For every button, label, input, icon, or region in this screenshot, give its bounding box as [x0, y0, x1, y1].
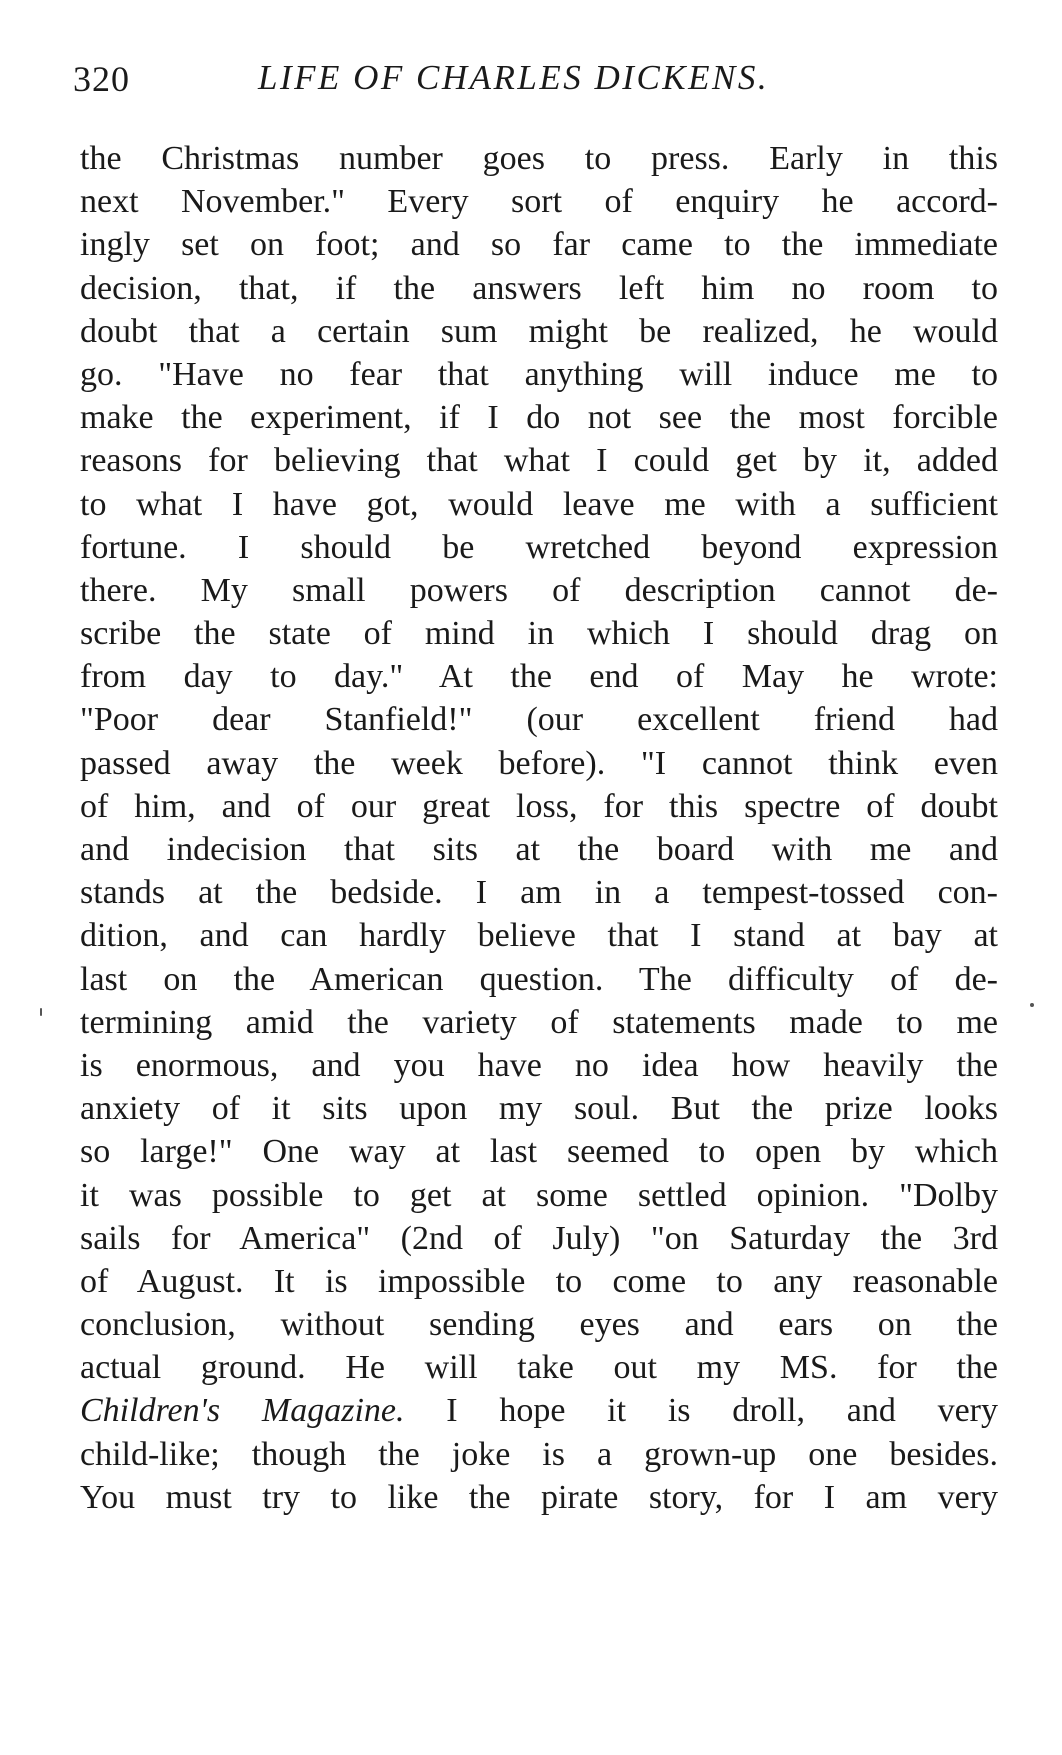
text-line: of him, and of our great loss, for this spectre of doubt — [80, 787, 998, 825]
text-line: it was possible to get at some settled opinion. "Dolby — [80, 1176, 998, 1214]
text-line: to what I have got, would leave me with a sufficient — [80, 485, 998, 523]
body-text — [80, 137, 998, 1519]
text-line: last on the American question. The difficulty of de- — [80, 960, 998, 998]
italic-title: Children's Magazine. — [80, 1392, 405, 1430]
text-line: is enormous, and you have no idea how heavily the — [80, 1046, 998, 1084]
text-line: there. My small powers of description cannot de- — [80, 571, 998, 609]
text-line: child-like; though the joke is a grown-up one besides. — [80, 1435, 998, 1473]
running-title: LIFE OF CHARLES DICKENS. — [258, 58, 770, 97]
print-speck — [40, 1008, 42, 1016]
text-line: actual ground. He will take out my MS. for the — [80, 1349, 998, 1387]
text-line: scribe the state of mind in which I should drag on — [80, 615, 998, 653]
text-line-italic-title: Children's Magazine. I hope it is droll, and very — [80, 1392, 998, 1430]
text-line: "Poor dear Stanfield!" (our excellent friend had — [80, 701, 998, 739]
text-line: and indecision that sits at the board with me and — [80, 831, 998, 868]
text-line: next November." Every sort of enquiry he accord- — [80, 183, 998, 221]
page-number: 320 — [73, 59, 130, 99]
text-line: passed away the week before). "I cannot think even — [80, 744, 998, 782]
text-line: so large!" One way at last seemed to open by which — [80, 1133, 998, 1171]
text-line: from day to day." At the end of May he wrote: — [80, 658, 998, 696]
text-line: stands at the bedside. I am in a tempest-tossed con- — [80, 874, 998, 912]
text-line: decision, that, if the answers left him no room to — [80, 269, 998, 307]
text-line: reasons for believing that what I could get by it, added — [80, 442, 998, 480]
text-line: conclusion, without sending eyes and ears on the — [80, 1306, 998, 1344]
text-line: ingly set on foot; and so far came to the immediate — [80, 226, 998, 264]
text-line: of August. It is impossible to come to any reasonable — [80, 1262, 998, 1300]
running-head — [73, 58, 913, 100]
text-line: fortune. I should be wretched beyond expression — [80, 528, 998, 566]
text-line: doubt that a certain sum might be realized, he would — [80, 312, 998, 350]
text-line: sails for America" (2nd of July) "on Saturday the 3rd — [80, 1219, 998, 1257]
text-line: dition, and can hardly believe that I stand at bay at — [80, 917, 998, 955]
text-line: make the experiment, if I do not see the most forcible — [80, 399, 998, 437]
text-line: anxiety of it sits upon my soul. But the prize looks — [80, 1090, 998, 1128]
text-line: You must try to like the pirate story, for I am very — [80, 1478, 998, 1516]
text-line: termining amid the variety of statements made to me — [80, 1003, 998, 1041]
text-line: go. "Have no fear that anything will induce me to — [80, 355, 998, 393]
text-line: the Christmas number goes to press. Early in this — [80, 140, 998, 177]
print-speck — [1030, 1003, 1034, 1007]
